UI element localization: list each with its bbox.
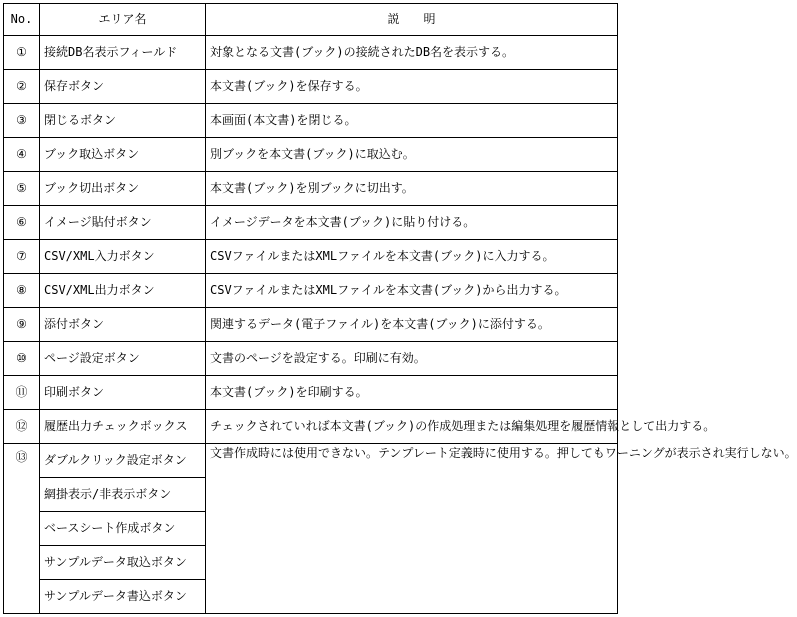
area-name: ダブルクリック設定ボタン (40, 444, 206, 478)
area-name: サンプルデータ取込ボタン (40, 546, 206, 580)
area-name: 網掛表示/非表示ボタン (40, 478, 206, 512)
description: 対象となる文書(ブック)の接続されたDB名を表示する。 (206, 36, 618, 70)
area-name: ブック取込ボタン (40, 138, 206, 172)
row-number: ③ (4, 104, 40, 138)
area-name: 添付ボタン (40, 308, 206, 342)
table-row (4, 206, 618, 240)
area-name: 印刷ボタン (40, 376, 206, 410)
table-row (4, 70, 618, 104)
area-name: ベースシート作成ボタン (40, 512, 206, 546)
area-name: 閉じるボタン (40, 104, 206, 138)
description: 文書のページを設定する。印刷に有効。 (206, 342, 618, 376)
area-name: イメージ貼付ボタン (40, 206, 206, 240)
description: 本文書(ブック)を保存する。 (206, 70, 618, 104)
area-name: 保存ボタン (40, 70, 206, 104)
area-name: ブック切出ボタン (40, 172, 206, 206)
header-description: 説明 (206, 4, 618, 36)
table-row (4, 308, 618, 342)
table-row (4, 274, 618, 308)
description: チェックされていれば本文書(ブック)の作成処理または編集処理を履歴情報として出力する。 (206, 410, 618, 444)
table-row-group-13 (4, 444, 618, 478)
row-number: ④ (4, 138, 40, 172)
description: 本画面(本文書)を閉じる。 (206, 104, 618, 138)
row-number: ⑩ (4, 342, 40, 376)
table-row (4, 104, 618, 138)
description: イメージデータを本文書(ブック)に貼り付ける。 (206, 206, 618, 240)
table-row (4, 138, 618, 172)
area-name: ページ設定ボタン (40, 342, 206, 376)
area-name: 接続DB名表示フィールド (40, 36, 206, 70)
area-name: CSV/XML入力ボタン (40, 240, 206, 274)
row-number: ⑨ (4, 308, 40, 342)
table-row (4, 36, 618, 70)
row-number: ⑦ (4, 240, 40, 274)
area-name: 履歴出力チェックボックス (40, 410, 206, 444)
row-number: ⑤ (4, 172, 40, 206)
table-row (4, 172, 618, 206)
table-row (4, 410, 618, 444)
area-description-table (3, 3, 797, 614)
row-number: ⑪ (4, 376, 40, 410)
header-row (4, 4, 618, 36)
description: 本文書(ブック)を別ブックに切出す。 (206, 172, 618, 206)
row-number: ⑫ (4, 410, 40, 444)
row-number: ① (4, 36, 40, 70)
description: 本文書(ブック)を印刷する。 (206, 376, 618, 410)
table-row (4, 240, 618, 274)
header-no: No. (4, 4, 40, 36)
description: 別ブックを本文書(ブック)に取込む。 (206, 138, 618, 172)
row-number: ⑬ (4, 444, 40, 614)
row-number: ② (4, 70, 40, 104)
area-name: CSV/XML出力ボタン (40, 274, 206, 308)
description: 関連するデータ(電子ファイル)を本文書(ブック)に添付する。 (206, 308, 618, 342)
table-row (4, 342, 618, 376)
row-number: ⑧ (4, 274, 40, 308)
header-area-name: エリア名 (40, 4, 206, 36)
description: CSVファイルまたはXMLファイルを本文書(ブック)に入力する。 (206, 240, 618, 274)
description: CSVファイルまたはXMLファイルを本文書(ブック)から出力する。 (206, 274, 618, 308)
row-number: ⑥ (4, 206, 40, 240)
table-row (4, 376, 618, 410)
area-name: サンプルデータ書込ボタン (40, 580, 206, 614)
description: 文書作成時には使用できない。テンプレート定義時に使用する。押してもワーニングが表示され実行しない。 (206, 444, 618, 614)
